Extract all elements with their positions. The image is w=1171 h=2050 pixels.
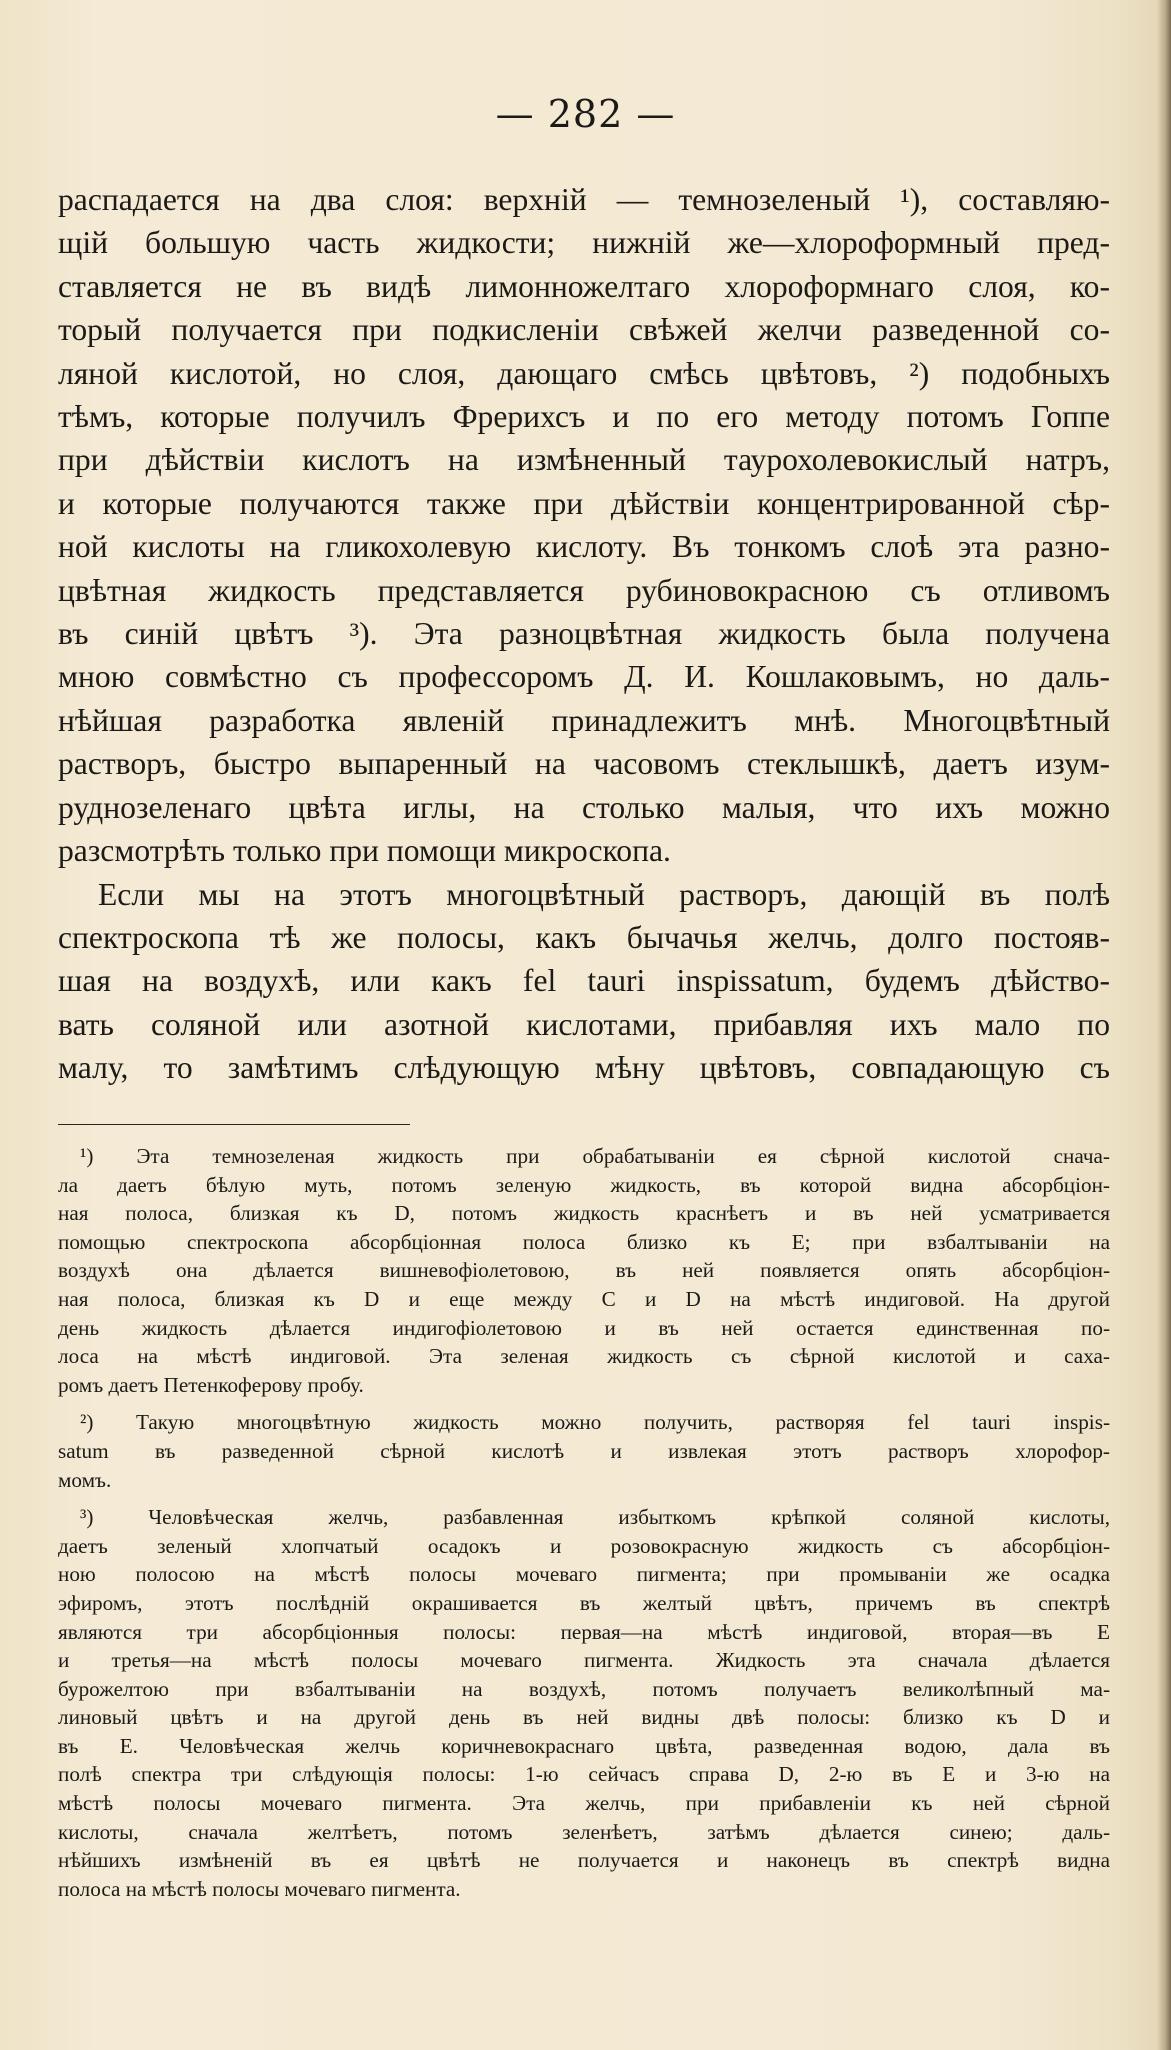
footnote-line: ¹) Эта темнозеленая жидкость при обрабатываніи ея сѣрной кислотой снача- — [80, 1144, 1110, 1168]
page-number: — 282 — — [495, 92, 676, 136]
paragraph — [58, 178, 1110, 873]
footnote-1 — [58, 1142, 1110, 1399]
text-line: при дѣйствіи кислотъ на измѣненный таурохолевокислый натръ, — [58, 442, 1110, 478]
footnote-line: помощью спектроскопа абсорбціонная полоса близко къ E; при взбалтываніи на — [58, 1229, 1110, 1254]
footnote-line: ²) Такую многоцвѣтную жидкость можно получить, растворяя fel tauri inspis- — [80, 1410, 1110, 1435]
footnote-line: кислоты, сначала желтѣетъ, потомъ зеленѣетъ, затѣмъ дѣлается синею; даль- — [58, 1819, 1110, 1844]
footnote-line: ла даетъ бѣлую муть, потомъ зеленую жидкость, въ которой видна абсорбціон- — [58, 1172, 1110, 1197]
footnote-line: эфиромъ, этотъ послѣдній окрашивается въ желтый цвѣтъ, причемъ въ спектрѣ — [58, 1590, 1110, 1615]
footnote-line: satum въ разведенной сѣрной кислотѣ и извлекая этотъ растворъ хлорофор- — [58, 1438, 1110, 1463]
text-line: шая на воздухѣ, или какъ fel tauri inspissatum, будемъ дѣйство- — [58, 963, 1110, 999]
text-line: растворъ, быстро выпаренный на часовомъ стеклышкѣ, даетъ изум- — [58, 746, 1110, 782]
footnote-line: момъ. — [58, 1467, 112, 1492]
text-line: ляной кислотой, но слоя, дающаго смѣсь цвѣтовъ, ²) подобныхъ — [58, 355, 1110, 391]
text-line: тѣмъ, которые получилъ Фрерихсъ и по его методу потомъ Гоппе — [58, 399, 1110, 435]
footnote-line: полоса на мѣстѣ полосы мочеваго пигмента. — [58, 1876, 461, 1901]
text-line: цвѣтная жидкость представляется рубиновокрасною съ отливомъ — [58, 572, 1110, 608]
footnote-line: линовый цвѣтъ и на другой день въ ней видны двѣ полосы: близко къ D и — [58, 1705, 1110, 1730]
page-edge-shadow — [1157, 0, 1171, 2050]
footnotes — [58, 1142, 1110, 1912]
footnote-line: являются три абсорбціонныя полосы: первая—на мѣстѣ индиговой, вторая—въ E — [58, 1619, 1110, 1644]
main-text — [58, 178, 1110, 1090]
footnote-line: ною полосою на мѣстѣ полосы мочеваго пигмента; при промываніи же осадка — [58, 1562, 1110, 1587]
footnote-line: ная полоса, близкая къ D и еще между C и D на мѣстѣ индиговой. На другой — [58, 1286, 1110, 1311]
footnote-line: даетъ зеленый хлопчатый осадокъ и розовокрасную жидкость съ абсорбціон- — [58, 1533, 1110, 1558]
text-line: руднозеленаго цвѣта иглы, на столько малыя, что ихъ можно — [58, 789, 1110, 825]
text-line: торый получается при подкисленіи свѣжей желчи разведенной со- — [58, 312, 1110, 348]
footnote-line: день жидкость дѣлается индигофіолетовою и въ ней остается единственная по- — [58, 1315, 1110, 1340]
footnote-line: ³) Человѣческая желчь, разбавленная избыткомъ крѣпкой соляной кислоты, — [80, 1505, 1110, 1530]
footnote-line: мѣстѣ полосы мочеваго пигмента. Эта желчь, при прибавленіи къ ней сѣрной — [58, 1791, 1110, 1816]
footnote-separator — [58, 1124, 410, 1125]
footnote-3 — [58, 1503, 1110, 1903]
text-line: вать соляной или азотной кислотами, прибавляя ихъ мало по — [58, 1006, 1110, 1042]
footnote-line: ная полоса, близкая къ D, потомъ жидкость краснѣетъ и въ ней усматривается — [58, 1201, 1110, 1226]
text-line: мною совмѣстно съ профессоромъ Д. И. Кошлаковымъ, но даль- — [58, 659, 1110, 695]
text-line: ной кислоты на гликохолевую кислоту. Въ тонкомъ слоѣ эта разно- — [58, 529, 1110, 565]
footnote-line: въ E. Человѣческая желчь коричневокраснаго цвѣта, разведенная водою, дала въ — [58, 1733, 1110, 1758]
footnote-line: ромъ даетъ Петенкоферову пробу. — [58, 1372, 364, 1397]
text-line: разсмотрѣть только при помощи микроскопа. — [58, 833, 671, 869]
text-line: нѣйшая разработка явленій принадлежитъ мнѣ. Многоцвѣтный — [58, 702, 1110, 738]
text-line: спектроскопа тѣ же полосы, какъ бычачья желчь, долго постояв- — [58, 919, 1110, 955]
footnote-line: нѣйшихъ измѣненій въ ея цвѣтѣ не получается и наконецъ въ спектрѣ видна — [58, 1848, 1110, 1873]
text-line: щій большую часть жидкости; нижній же—хлороформный пред- — [58, 225, 1110, 261]
paragraph — [58, 873, 1110, 1090]
text-line: малу, то замѣтимъ слѣдующую мѣну цвѣтовъ, совпадающую съ — [58, 1050, 1110, 1086]
footnote-2 — [58, 1408, 1110, 1494]
text-line: въ синій цвѣтъ ³). Эта разноцвѣтная жидкость была получена — [58, 616, 1110, 652]
footnote-line: и третья—на мѣстѣ полосы мочеваго пигмента. Жидкость эта сначала дѣлается — [58, 1648, 1110, 1673]
footnote-line: полѣ спектра три слѣдующія полосы: 1-ю сейчасъ справа D, 2-ю въ E и 3-ю на — [58, 1762, 1110, 1787]
footnote-line: лоса на мѣстѣ индиговой. Эта зеленая жидкость съ сѣрной кислотой и саха- — [58, 1344, 1110, 1369]
footnote-line: воздухѣ она дѣлается вишневофіолетовою, въ ней появляется опять абсорбціон- — [58, 1258, 1110, 1283]
text-line: ставляется не въ видѣ лимонножелтаго хлороформнаго слоя, ко- — [58, 268, 1110, 304]
footnote-line: бурожелтою при взбалтываніи на воздухѣ, потомъ получаетъ великолѣпный ма- — [58, 1676, 1110, 1701]
text-line: Если мы на этотъ многоцвѣтный растворъ, дающій въ полѣ — [98, 876, 1110, 912]
text-line: распадается на два слоя: верхній — темнозеленый ¹), составляю- — [58, 182, 1110, 217]
text-line: и которые получаются также при дѣйствіи концентрированной сѣр- — [58, 485, 1110, 521]
